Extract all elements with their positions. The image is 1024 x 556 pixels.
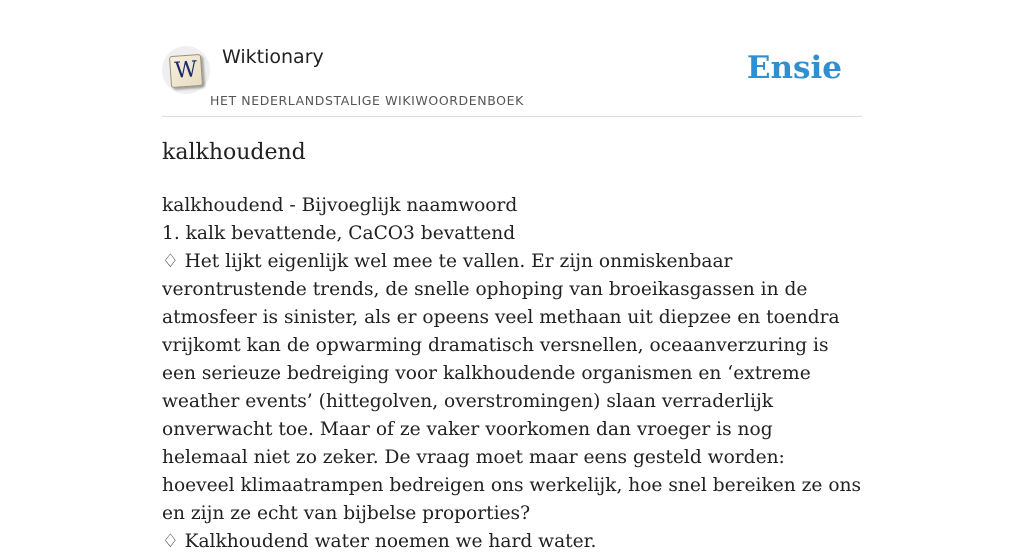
page-container [162,0,862,552]
wiktionary-logo-icon: W [169,54,203,88]
entry-heading: kalkhoudend - Bijvoeglijk naamwoord [162,195,518,216]
page-title: kalkhoudend [162,140,306,165]
entry-definition: 1. kalk bevattende, CaCO3 bevattend [162,223,516,244]
site-name[interactable]: Wiktionary [222,46,324,68]
wiktionary-logo[interactable] [162,46,210,94]
entry-example: ♢ Kalkhoudend water noemen we hard water. [162,531,597,552]
ensie-brand-logo[interactable]: Ensie [746,50,842,86]
site-tagline: HET NEDERLANDSTALIGE WIKIWOORDENBOEK [210,93,524,108]
site-header [162,0,862,117]
entry-content [162,192,862,556]
entry-example: ♢ Het lijkt eigenlijk wel mee te vallen. Er zijn onmiskenbaar verontrustende trends, de snelle ophoping van broeikasgassen in de atmosfeer is sinister, als er opeens veel methaan uit diepzee en toendra vrijkomt kan de opwarming dramatisch versnellen, oceaanverzuring is een serieuze bedreiging voor kalkhoudende organismen en ‘extreme weather events’ (hittegolven, overstromingen) slaan verraderlijk onverwacht toe. Maar of ze vaker voorkomen dan vroeger is nog helemaal niet zo zeker. De vraag moet maar eens gesteld worden: hoeveel klimaatrampen bedreigen ons werkelijk, hoe snel bereiken ze ons en zijn ze echt van bijbelse proporties? [162,251,862,524]
